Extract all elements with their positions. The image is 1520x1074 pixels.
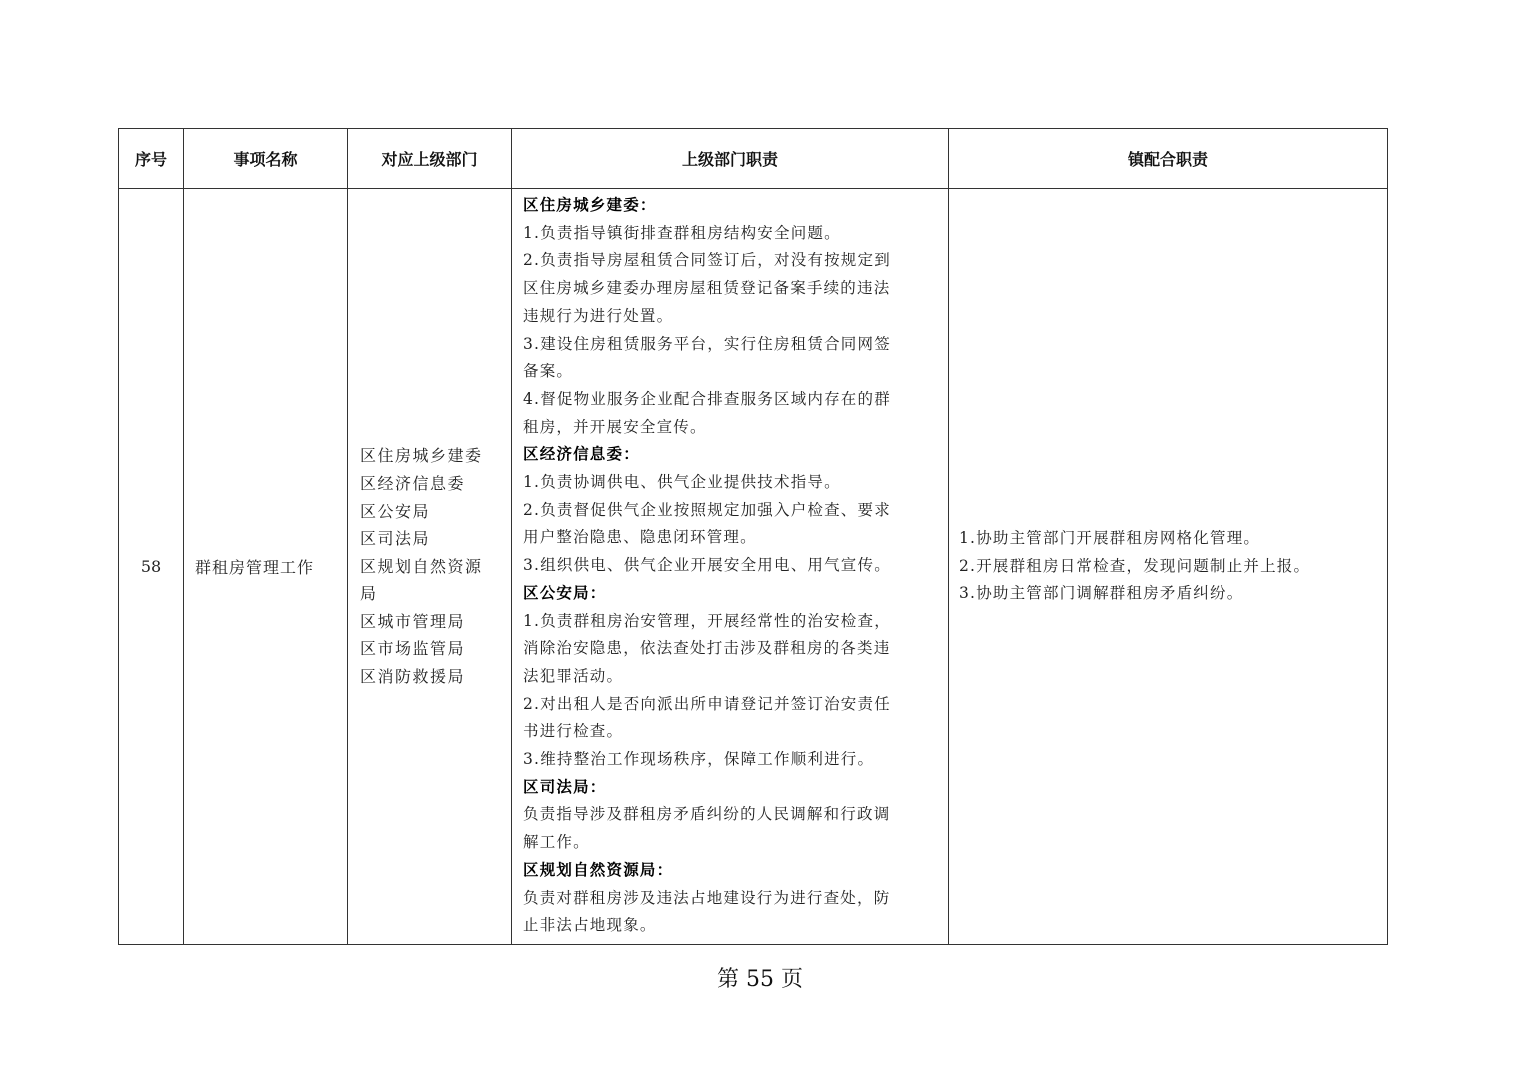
header-town-duties: 镇配合职责	[949, 129, 1388, 189]
dept-line: 区经济信息委	[360, 473, 466, 493]
duty-heading: 区司法局：	[523, 777, 607, 796]
dept-line: 区司法局	[360, 529, 431, 549]
duty-line: 3.维持整治工作现场秩序，保障工作顺利进行。	[523, 750, 875, 769]
dept-line: 区消防救援局	[360, 667, 466, 687]
duty-line: 2.对出租人是否向派出所申请登记并签订治安责任	[523, 694, 891, 713]
table-row	[119, 189, 1388, 945]
duty-line: 违规行为进行处置。	[523, 306, 674, 325]
duty-heading: 区住房城乡建委：	[523, 196, 657, 214]
dept-line: 局	[360, 584, 378, 604]
dept-line: 区城市管理局	[360, 611, 466, 631]
duty-line: 2.负责督促供气企业按照规定加强入户检查、要求	[523, 500, 891, 519]
row-item-name: 群租房管理工作	[184, 189, 348, 945]
duty-line: 解工作。	[523, 833, 590, 852]
duties-table	[118, 128, 1388, 945]
duty-line: 区住房城乡建委办理房屋租赁登记备案手续的违法	[523, 279, 891, 298]
dept-line: 区公安局	[360, 501, 431, 521]
town-duty-line: 2.开展群租房日常检查，发现问题制止并上报。	[959, 556, 1311, 575]
row-serial-number: 58	[119, 189, 184, 945]
duty-line: 1.负责群租房治安管理，开展经常性的治安检查，	[523, 611, 891, 630]
duty-line: 法犯罪活动。	[523, 666, 624, 685]
row-town-duties	[949, 189, 1388, 945]
dept-line: 区住房城乡建委	[360, 446, 483, 466]
duty-line: 3.组织供电、供气企业开展安全用电、用气宣传。	[523, 556, 891, 575]
row-superior-duties	[512, 189, 949, 945]
duty-line: 备案。	[523, 362, 574, 381]
duty-heading: 区规划自然资源局：	[523, 860, 674, 879]
duty-line: 2.负责指导房屋租赁合同签订后，对没有按规定到	[523, 251, 891, 270]
row-dept-list	[348, 189, 512, 945]
dept-line: 区市场监管局	[360, 639, 466, 659]
table-header-row	[119, 129, 1388, 189]
duty-heading: 区公安局：	[523, 583, 607, 602]
town-duty-line: 1.协助主管部门开展群租房网格化管理。	[959, 528, 1261, 547]
duty-line: 用户整治隐患、隐患闭环管理。	[523, 528, 757, 547]
duty-line: 负责对群租房涉及违法占地建设行为进行查处，防	[523, 888, 891, 907]
duty-line: 负责指导涉及群租房矛盾纠纷的人民调解和行政调	[523, 805, 891, 824]
duty-line: 4.督促物业服务企业配合排查服务区域内存在的群	[523, 389, 891, 408]
duty-line: 书进行检查。	[523, 722, 624, 741]
header-item-name: 事项名称	[184, 129, 348, 189]
duty-line: 消除治安隐患，依法查处打击涉及群租房的各类违	[523, 639, 891, 658]
duty-line: 止非法占地现象。	[523, 916, 657, 935]
header-superior-duties: 上级部门职责	[512, 129, 949, 189]
dept-line: 区规划自然资源	[360, 556, 483, 576]
duty-line: 租房，并开展安全宣传。	[523, 417, 707, 436]
header-serial: 序号	[119, 129, 184, 189]
duty-line: 1.负责协调供电、供气企业提供技术指导。	[523, 473, 841, 492]
town-duty-line: 3.协助主管部门调解群租房矛盾纠纷。	[959, 584, 1244, 603]
header-superior-dept: 对应上级部门	[348, 129, 512, 189]
page-number: 第 55 页	[717, 967, 803, 992]
duty-line: 1.负责指导镇街排查群租房结构安全问题。	[523, 223, 841, 242]
duty-heading: 区经济信息委：	[523, 445, 640, 464]
duty-line: 3.建设住房租赁服务平台，实行住房租赁合同网签	[523, 334, 891, 353]
